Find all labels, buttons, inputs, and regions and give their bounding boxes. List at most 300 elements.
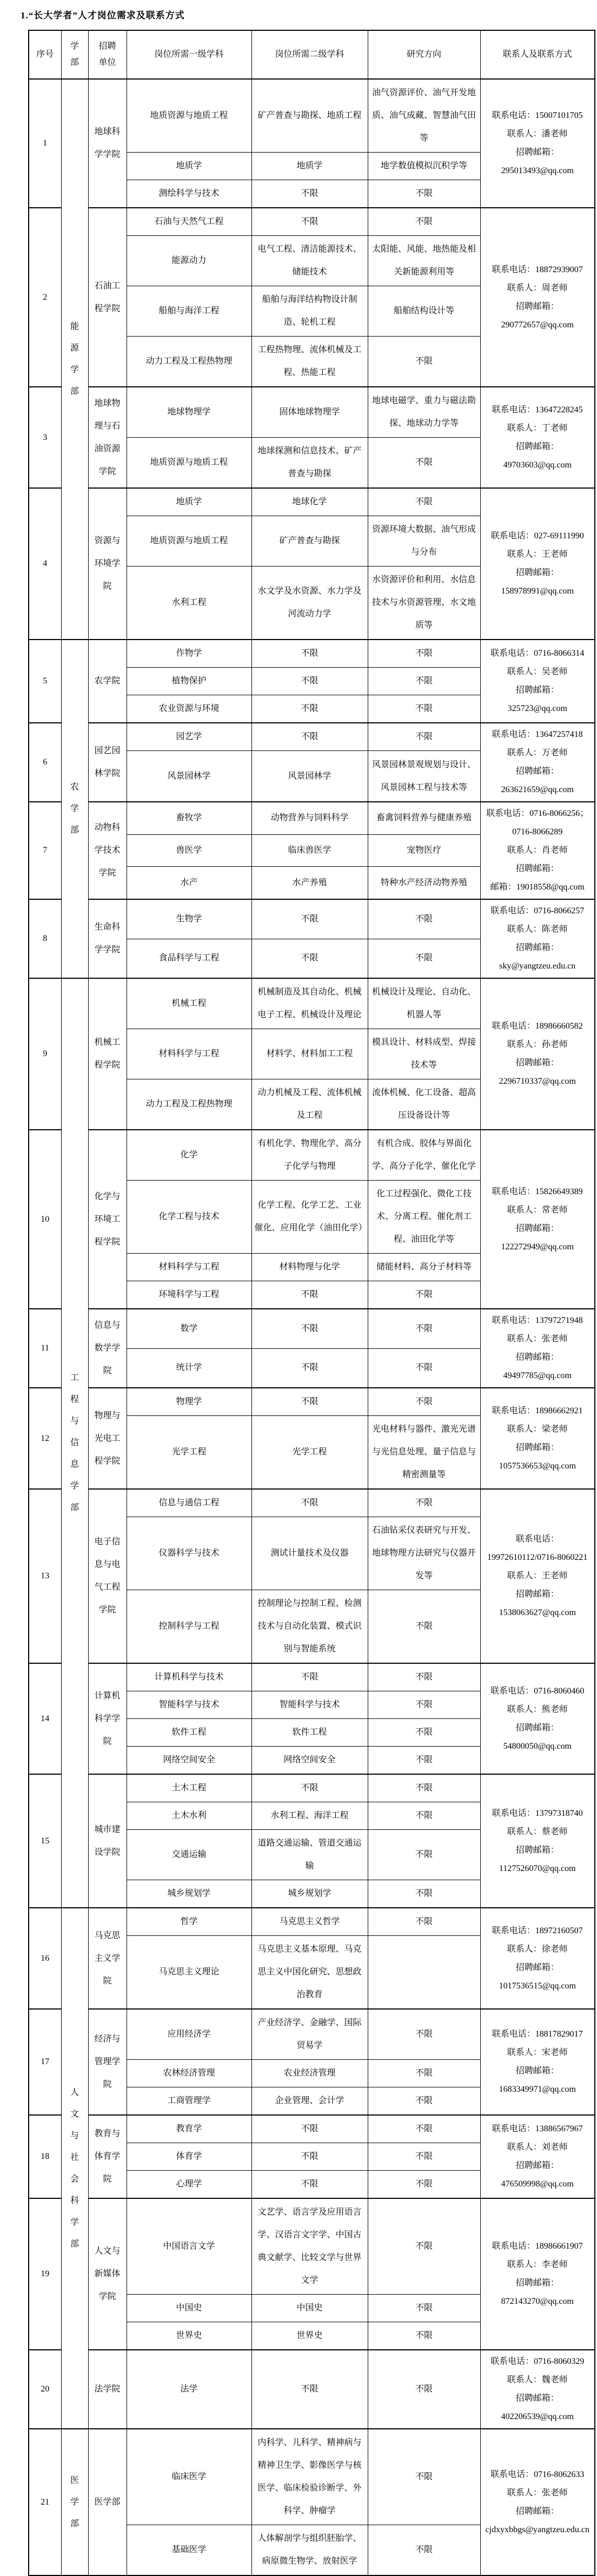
discipline2-cell xyxy=(251,236,368,286)
research-cell xyxy=(368,236,480,286)
contact-line: 联系人：蔡老师 xyxy=(507,1827,568,1836)
header-label: 序号 xyxy=(36,50,54,59)
unit-cell xyxy=(88,1774,127,1908)
contact-line: 招聘邮箱： xyxy=(515,1590,559,1599)
unit-name: 电子信息与电气工程学院 xyxy=(94,1537,121,1615)
discipline2-cell xyxy=(251,1663,368,1691)
table-row xyxy=(29,1489,595,1517)
contact-line: 招聘邮箱： xyxy=(515,1723,559,1732)
division-name: 能源学部 xyxy=(70,322,79,396)
cell-text: 地学数值模拟沉积学等 xyxy=(380,161,467,170)
cell-text: 不限 xyxy=(415,1290,433,1299)
cell-text: 不限 xyxy=(415,2472,433,2481)
research-cell xyxy=(368,1747,480,1775)
cell-text: 临床医学 xyxy=(171,2472,207,2481)
discipline1-cell xyxy=(127,2143,251,2171)
cell-text: 园艺学 xyxy=(176,732,202,742)
unit-name: 经济与管理学院 xyxy=(94,2034,121,2089)
discipline2-cell xyxy=(251,286,368,337)
research-cell xyxy=(368,834,480,867)
contact-line: 联系电话：13886567967 xyxy=(492,2124,583,2133)
cell-text: 材料科学与工程 xyxy=(158,1049,220,1058)
research-cell xyxy=(368,1309,480,1348)
cell-text: 不限 xyxy=(415,1622,433,1631)
contact-line: 1127526070@qq.com xyxy=(499,1863,576,1873)
research-cell xyxy=(368,1388,480,1416)
contact-cell xyxy=(480,978,595,1130)
header-cell xyxy=(127,30,251,79)
table-row xyxy=(29,1908,595,1936)
research-cell xyxy=(368,2143,480,2171)
discipline2-cell xyxy=(251,79,368,153)
research-cell xyxy=(368,867,480,899)
discipline1-cell xyxy=(127,1774,251,1802)
research-cell xyxy=(368,438,480,489)
discipline2-cell xyxy=(251,802,368,834)
seq-cell xyxy=(29,208,61,387)
cell-text: 不限 xyxy=(415,2242,433,2251)
seq-cell xyxy=(29,723,61,802)
cell-text: 中国语言文学 xyxy=(163,2242,215,2251)
cell-text: 动物营养与饲料科学 xyxy=(270,813,349,823)
division-cell xyxy=(61,1908,88,2429)
division-cell xyxy=(61,640,88,978)
research-cell xyxy=(368,899,480,939)
research-cell xyxy=(368,2429,480,2525)
contact-cell xyxy=(480,208,595,387)
unit-name: 计算机科学学院 xyxy=(94,1691,121,1746)
unit-name: 农学院 xyxy=(94,676,121,686)
discipline1-cell xyxy=(127,1388,251,1416)
cell-text: 不限 xyxy=(415,732,433,742)
table-row xyxy=(29,1130,595,1181)
cell-text: 不限 xyxy=(415,2068,433,2078)
cell-text: 水产养殖 xyxy=(292,878,327,887)
table-row xyxy=(29,802,595,834)
discipline2-cell xyxy=(251,1388,368,1416)
research-cell xyxy=(368,208,480,236)
research-cell xyxy=(368,180,480,208)
contact-line: 联系电话：18872939007 xyxy=(492,265,583,274)
cell-text: 水产 xyxy=(180,878,198,887)
contact-line: 联系人：丁老师 xyxy=(507,423,568,433)
contact-line: 290772657@qq.com xyxy=(501,320,574,330)
discipline2-cell xyxy=(251,2060,368,2087)
division-cell xyxy=(61,2429,88,2575)
cell-text: 兽医学 xyxy=(176,845,202,855)
cell-text: 化学工程与技术 xyxy=(158,1212,220,1221)
seq-cell xyxy=(29,978,61,1130)
contact-line: 54800050@qq.com xyxy=(503,1741,572,1751)
cell-text: 马克思主义基本原理、马克思主义中国化研究、思想政治教育 xyxy=(257,1945,362,1999)
cell-text: 控制科学与工程 xyxy=(158,1622,220,1631)
unit-cell xyxy=(88,208,127,387)
research-cell xyxy=(368,1908,480,1936)
cell-text: 光电材料与器件、激光光谱与光信息处理、量子信息与精密测量等 xyxy=(372,1425,476,1479)
cell-text: 地质资源与地质工程 xyxy=(150,458,228,467)
cell-text: 道路交通运输、管道交通运输 xyxy=(257,1839,362,1870)
cell-text: 不限 xyxy=(415,953,433,963)
cell-text: 水利工程、海洋工程 xyxy=(270,1811,349,1820)
cell-text: 智能科学与技术 xyxy=(158,1700,220,1709)
seq-cell xyxy=(29,2198,61,2350)
cell-text: 中国史 xyxy=(296,2303,323,2313)
unit-cell xyxy=(88,1309,127,1388)
discipline2-cell xyxy=(251,2525,368,2576)
contact-cell xyxy=(480,2115,595,2198)
contact-line: 联系电话：13647228245 xyxy=(492,405,583,414)
contact-line: 招聘邮箱： xyxy=(515,2394,559,2403)
contact-cell xyxy=(480,488,595,640)
unit-cell xyxy=(88,2350,127,2429)
discipline1-cell xyxy=(127,488,251,516)
cell-text: 材料学、材料加工工程 xyxy=(266,1049,353,1058)
cell-text: 不限 xyxy=(415,1889,433,1898)
contact-line: 联系电话：13797318740 xyxy=(492,1808,583,1818)
discipline1-cell xyxy=(127,2198,251,2295)
contact-line: 1057536653@qq.com xyxy=(499,1461,576,1471)
cell-text: 网络空间安全 xyxy=(283,1755,336,1764)
division-name: 工程与信息学部 xyxy=(70,1373,79,1512)
division-name: 医学部 xyxy=(70,2475,79,2528)
contact-cell xyxy=(480,387,595,488)
cell-text: 储能材料、高分子材料等 xyxy=(376,1262,472,1271)
research-cell xyxy=(368,488,480,516)
discipline1-cell xyxy=(127,1181,251,1254)
table-row xyxy=(29,1774,595,1802)
cell-text: 世界史 xyxy=(296,2331,323,2340)
discipline1-cell xyxy=(127,236,251,286)
cell-text: 不限 xyxy=(415,189,433,198)
seq-cell xyxy=(29,1489,61,1663)
page-title: 1.“长大学者”人才岗位需求及联系方式 xyxy=(21,10,185,21)
contact-line: 联系人：李老师 xyxy=(507,2260,568,2269)
contact-line: 招聘邮箱： xyxy=(515,1442,559,1452)
cell-text: 不限 xyxy=(415,1850,433,1859)
discipline1-cell xyxy=(127,2429,251,2525)
discipline1-cell xyxy=(127,1691,251,1719)
discipline1-cell xyxy=(127,1830,251,1880)
discipline1-cell xyxy=(127,2115,251,2143)
cell-text: 不限 xyxy=(301,704,319,713)
contact-line: 联系人：梁老师 xyxy=(507,1424,568,1434)
contact-line: 招聘邮箱： xyxy=(515,1058,559,1068)
discipline1-cell xyxy=(127,1663,251,1691)
research-cell xyxy=(368,695,480,723)
contact-line: 263621659@qq.com xyxy=(501,785,574,794)
cell-text: 不限 xyxy=(301,189,319,198)
contact-cell xyxy=(480,2009,595,2115)
unit-cell xyxy=(88,1908,127,2009)
contact-line: 招聘邮箱： xyxy=(515,2066,559,2076)
discipline1-cell xyxy=(127,2060,251,2087)
cell-text: 不限 xyxy=(301,2384,319,2394)
contact-line: 招聘邮箱： xyxy=(515,1962,559,1972)
contact-line: 招聘邮箱： xyxy=(515,767,559,776)
discipline1-cell xyxy=(127,1880,251,1908)
cell-text: 不限 xyxy=(415,1323,433,1333)
contact-line: 联系电话：0716-8062633 xyxy=(490,2469,585,2479)
contact-line: 招聘邮箱： xyxy=(515,2506,559,2516)
contact-line: 邮箱：19018558@qq.com xyxy=(490,882,585,892)
cell-text: 机械工程 xyxy=(171,999,207,1008)
cell-text: 食品科学与工程 xyxy=(158,953,220,963)
discipline1-cell xyxy=(127,723,251,751)
cell-text: 智能科学与技术 xyxy=(279,1700,340,1709)
unit-cell xyxy=(88,2009,127,2115)
seq-number: 14 xyxy=(41,1714,50,1723)
discipline1-cell xyxy=(127,978,251,1029)
research-cell xyxy=(368,723,480,751)
research-cell xyxy=(368,1281,480,1309)
seq-cell xyxy=(29,2115,61,2198)
table-row xyxy=(29,2009,595,2060)
contact-line: 49703603@qq.com xyxy=(503,460,572,470)
unit-name: 机械工程学院 xyxy=(94,1038,121,1070)
discipline1-cell xyxy=(127,899,251,939)
contact-cell xyxy=(480,2429,595,2575)
cell-text: 不限 xyxy=(415,676,433,686)
contact-line: 招聘邮箱： xyxy=(515,148,559,157)
cell-text: 作物学 xyxy=(176,649,202,658)
discipline2-cell xyxy=(251,1130,368,1181)
seq-number: 12 xyxy=(41,1433,50,1443)
cell-text: 特种水产经济动物养殖 xyxy=(380,878,467,887)
contact-line: 联系人：张老师 xyxy=(507,1334,568,1343)
research-cell xyxy=(368,1590,480,1664)
seq-number: 15 xyxy=(41,1836,50,1846)
seq-number: 20 xyxy=(41,2384,50,2394)
cell-text: 石油与天然气工程 xyxy=(154,217,224,226)
unit-name: 物理与光电工程学院 xyxy=(94,1411,121,1466)
seq-number: 8 xyxy=(43,934,48,943)
discipline2-cell xyxy=(251,2009,368,2060)
research-cell xyxy=(368,751,480,802)
table-row xyxy=(29,208,595,236)
unit-cell xyxy=(88,978,127,1130)
header-label: 岗位所需二级学科 xyxy=(275,50,344,59)
cell-text: 企业管理、会计学 xyxy=(275,2096,344,2105)
cell-text: 流体机械、化工设备、超高压设备设计等 xyxy=(372,1088,476,1120)
seq-number: 1 xyxy=(43,139,48,148)
cell-text: 不限 xyxy=(415,1397,433,1406)
cell-text: 不限 xyxy=(415,2384,433,2394)
seq-number: 7 xyxy=(43,846,48,855)
discipline2-cell xyxy=(251,2143,368,2171)
discipline2-cell xyxy=(251,566,368,640)
contact-line: 联系电话：15007101705 xyxy=(492,111,583,120)
discipline2-cell xyxy=(251,2295,368,2322)
contact-line: 158978991@qq.com xyxy=(501,587,574,596)
cell-text: 临床兽医学 xyxy=(288,845,331,855)
contact-line: 联系电话：18986661907 xyxy=(492,2242,583,2251)
unit-cell xyxy=(88,1663,127,1774)
contact-line: 联系电话：0716-8066314 xyxy=(490,649,585,658)
discipline2-cell xyxy=(251,1747,368,1775)
research-cell xyxy=(368,640,480,668)
contact-line: 联系电话：0716-8066257 xyxy=(490,906,585,915)
cell-text: 不限 xyxy=(415,458,433,467)
research-cell xyxy=(368,566,480,640)
cell-text: 不限 xyxy=(301,732,319,742)
header-label: 招聘单位 xyxy=(98,42,116,67)
research-cell xyxy=(368,2060,480,2087)
discipline1-cell xyxy=(127,2009,251,2060)
discipline2-cell xyxy=(251,1029,368,1079)
discipline1-cell xyxy=(127,867,251,899)
research-cell xyxy=(368,2525,480,2576)
seq-cell xyxy=(29,1908,61,2009)
research-cell xyxy=(368,1936,480,2010)
cell-text: 仪器科学与技术 xyxy=(158,1549,220,1558)
seq-cell xyxy=(29,488,61,640)
unit-name: 教育与体育学院 xyxy=(94,2129,121,2184)
discipline1-cell xyxy=(127,1802,251,1830)
seq-cell xyxy=(29,79,61,208)
cell-text: 环境科学与工程 xyxy=(158,1290,220,1299)
cell-text: 光学工程 xyxy=(292,1447,327,1457)
unit-name: 医学部 xyxy=(94,2497,121,2507)
unit-name: 资源与环境学院 xyxy=(94,536,121,591)
discipline1-cell xyxy=(127,153,251,180)
discipline2-cell xyxy=(251,1489,368,1517)
research-cell xyxy=(368,2087,480,2116)
contact-line: 872143270@qq.com xyxy=(501,2297,574,2306)
unit-name: 园艺园林学院 xyxy=(94,746,121,778)
contact-line: 122272949@qq.com xyxy=(501,1242,574,1251)
discipline2-cell xyxy=(251,1281,368,1309)
contact-line: 联系人：常老师 xyxy=(507,1205,568,1215)
cell-text: 船舶与海洋结构物设计制造、轮机工程 xyxy=(262,295,357,327)
discipline2-cell xyxy=(251,1079,368,1130)
unit-cell xyxy=(88,1388,127,1489)
cell-text: 不限 xyxy=(415,704,433,713)
cell-text: 地球电磁学、重力与磁法勘探、地球动力学等 xyxy=(372,396,476,428)
discipline1-cell xyxy=(127,1348,251,1388)
cell-text: 不限 xyxy=(415,1700,433,1709)
contact-line: cjdxyxbbgs@yangtzeu.edu.cn xyxy=(485,2525,589,2534)
discipline2-cell xyxy=(251,1348,368,1388)
research-cell xyxy=(368,1130,480,1181)
unit-name: 城市建设学院 xyxy=(94,1824,121,1857)
contact-line: 2296710337@qq.com xyxy=(499,1077,576,1086)
cell-text: 动力工程及工程热物理 xyxy=(145,1099,233,1109)
division-name: 农学部 xyxy=(70,782,79,835)
research-cell xyxy=(368,1029,480,1079)
table-row xyxy=(29,978,595,1029)
discipline2-cell xyxy=(251,640,368,668)
discipline1-cell xyxy=(127,1747,251,1775)
discipline2-cell xyxy=(251,668,368,695)
cell-text: 生物学 xyxy=(176,914,202,924)
header-cell xyxy=(29,30,61,79)
cell-text: 不限 xyxy=(301,1323,319,1333)
header-cell xyxy=(88,30,127,79)
contact-line: 联系人：吴老师 xyxy=(507,667,568,676)
cell-text: 资源环境大数据、油气形成与分布 xyxy=(372,525,476,557)
contact-line: 联系电话： xyxy=(515,1534,559,1544)
research-cell xyxy=(368,79,480,153)
contact-cell xyxy=(480,1489,595,1663)
research-cell xyxy=(368,1489,480,1517)
seq-number: 11 xyxy=(41,1343,49,1353)
contact-line: 联系电话：13647257418 xyxy=(492,730,583,739)
seq-number: 2 xyxy=(43,292,48,302)
unit-cell xyxy=(88,899,127,978)
discipline1-cell xyxy=(127,2171,251,2199)
research-cell xyxy=(368,1880,480,1908)
cell-text: 动力机械及工程、流体机械及工程 xyxy=(257,1088,362,1120)
discipline1-cell xyxy=(127,1908,251,1936)
seq-cell xyxy=(29,1309,61,1388)
discipline1-cell xyxy=(127,79,251,153)
discipline2-cell xyxy=(251,387,368,438)
contact-line: 联系人：潘老师 xyxy=(507,129,568,139)
discipline2-cell xyxy=(251,2429,368,2525)
table-row xyxy=(29,723,595,751)
cell-text: 不限 xyxy=(301,676,319,686)
research-cell xyxy=(368,2115,480,2143)
cell-text: 宠物医疗 xyxy=(406,845,441,855)
research-cell xyxy=(368,2009,480,2060)
discipline1-cell xyxy=(127,2322,251,2350)
cell-text: 农业经济管理 xyxy=(283,2068,336,2078)
research-cell xyxy=(368,153,480,180)
contact-line: 19972610112/0716-8060221 xyxy=(487,1553,588,1562)
cell-text: 马克思主义哲学 xyxy=(279,1917,340,1926)
unit-name: 马克思主义学院 xyxy=(94,1931,121,1986)
unit-cell xyxy=(88,802,127,899)
table-header-row xyxy=(29,30,595,79)
contact-cell xyxy=(480,79,595,208)
cell-text: 软件工程 xyxy=(171,1728,207,1737)
discipline2-cell xyxy=(251,939,368,978)
contact-line: 联系电话：18817829017 xyxy=(492,2030,583,2039)
unit-name: 地球科学学院 xyxy=(94,127,121,159)
cell-text: 不限 xyxy=(415,2096,433,2105)
discipline2-cell xyxy=(251,1181,368,1254)
contact-line: 联系电话：0716-8060460 xyxy=(490,1686,585,1696)
cell-text: 地球物理学 xyxy=(167,407,211,417)
cell-text: 风景园林学 xyxy=(288,771,331,781)
discipline1-cell xyxy=(127,640,251,668)
discipline2-cell xyxy=(251,180,368,208)
cell-text: 哲学 xyxy=(180,1917,198,1926)
discipline2-cell xyxy=(251,978,368,1029)
discipline2-cell xyxy=(251,1590,368,1664)
cell-text: 不限 xyxy=(415,2179,433,2189)
unit-cell xyxy=(88,488,127,640)
cell-text: 不限 xyxy=(415,1498,433,1507)
discipline2-cell xyxy=(251,2198,368,2295)
contact-line: 1538063627@qq.com xyxy=(499,1608,576,1617)
cell-text: 油气资源评价、油气开发地质、油气成藏、智慧油气田等 xyxy=(372,88,476,143)
research-cell xyxy=(368,2350,480,2429)
discipline1-cell xyxy=(127,2087,251,2116)
cell-text: 不限 xyxy=(301,2124,319,2133)
cell-text: 不限 xyxy=(415,2303,433,2313)
recruitment-table xyxy=(28,30,595,2576)
cell-text: 中国史 xyxy=(176,2303,202,2313)
cell-text: 不限 xyxy=(301,914,319,924)
division-cell xyxy=(61,79,88,640)
cell-text: 人体解剖学与组织胚胎学、病原微生物学、放射医学 xyxy=(257,2534,362,2566)
seq-number: 4 xyxy=(43,559,48,568)
discipline2-cell xyxy=(251,1416,368,1490)
cell-text: 世界史 xyxy=(176,2331,202,2340)
header-cell xyxy=(251,30,368,79)
seq-number: 18 xyxy=(41,2152,50,2161)
